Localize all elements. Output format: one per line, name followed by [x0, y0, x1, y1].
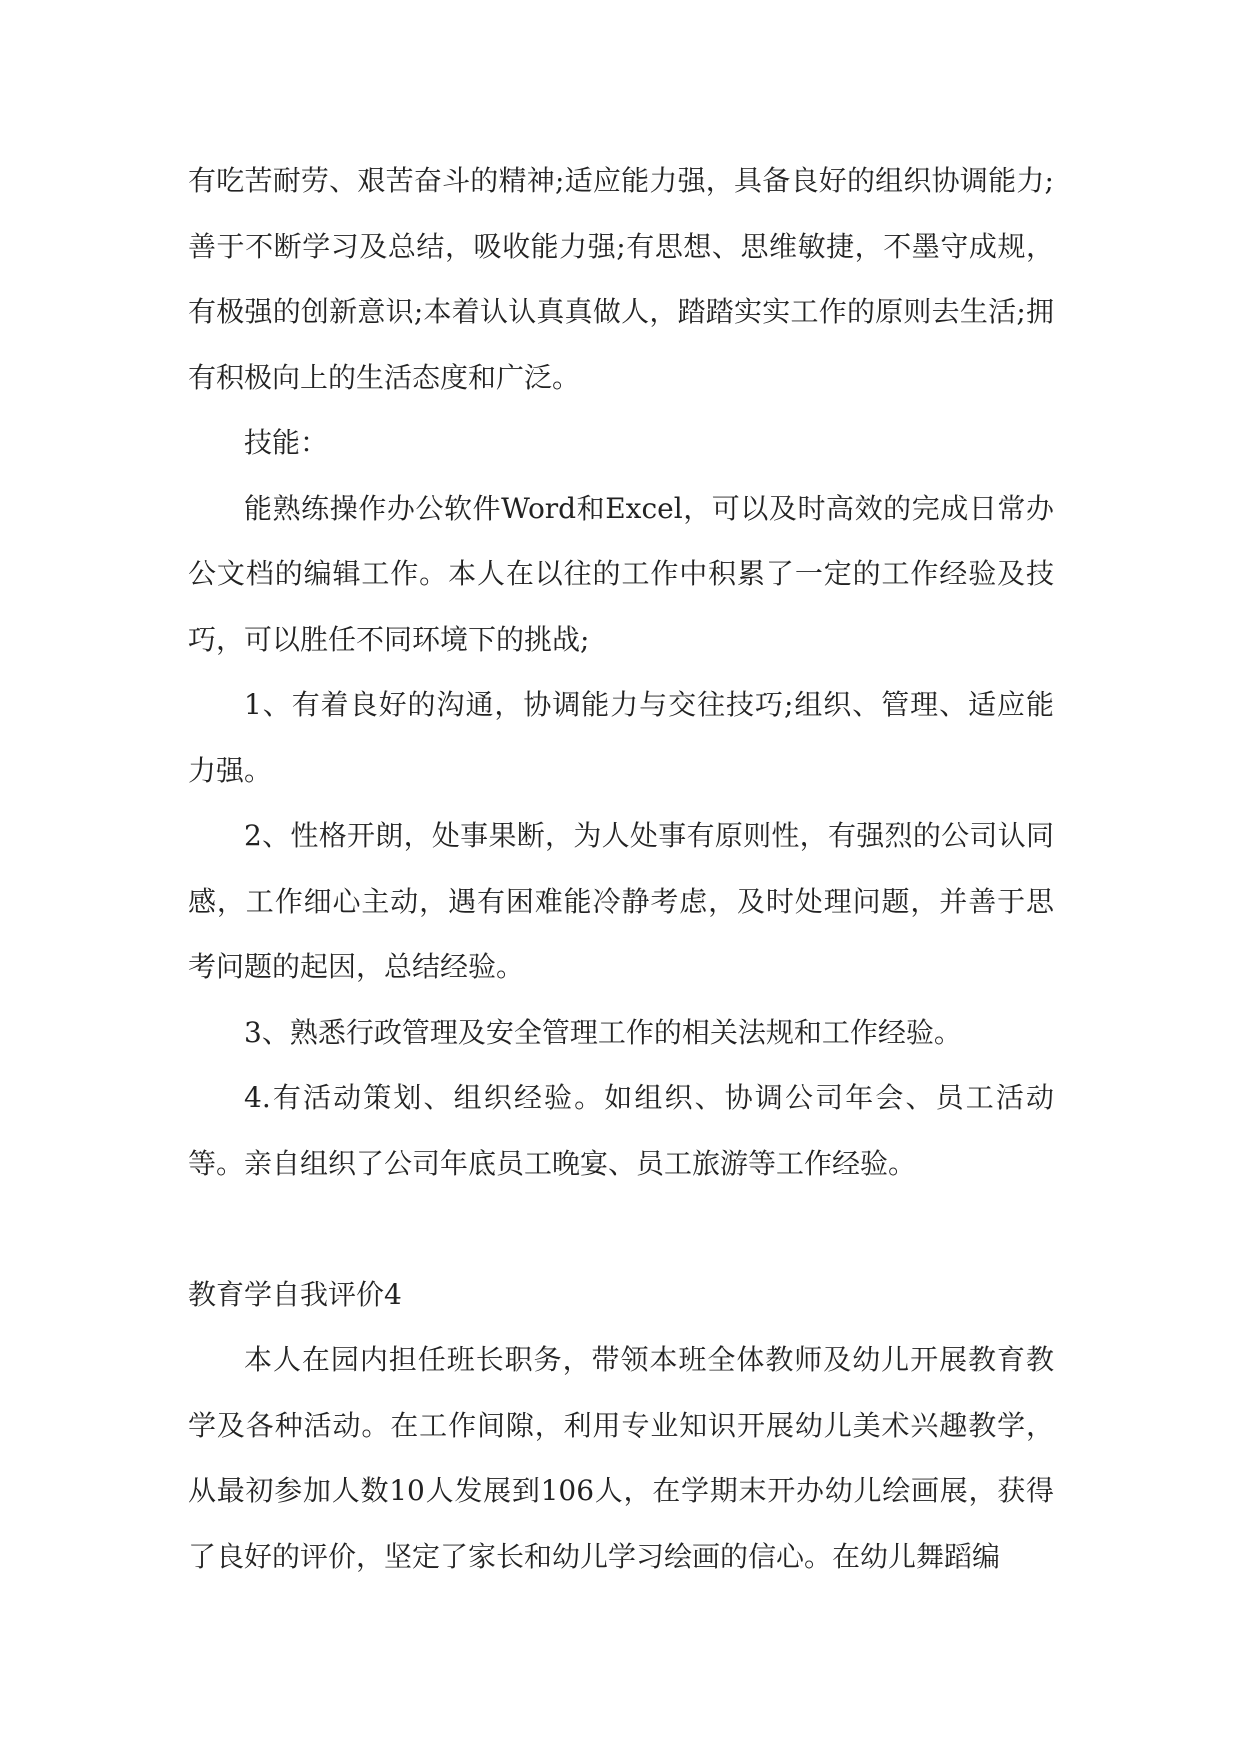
paragraph-office-skills: 能熟练操作办公软件Word和Excel，可以及时高效的完成日常办公文档的编辑工作。本人在以往的工作中积累了一定的工作经验及技巧，可以胜任不同环境下的挑战;: [188, 491, 1054, 656]
paragraph-section-body: 本人在园内担任班长职务，带领本班全体教师及幼儿开展教育教学及各种活动。在工作间隙，利用专业知识开展幼儿美术兴趣教学，从最初参加人数10人发展到106人，在学期末开办幼儿绘画展，获得了良好的评价，坚定了家长和幼儿学习绘画的信心。在幼儿舞蹈编: [188, 1343, 1054, 1573]
section-heading: 教育学自我评价4: [188, 1277, 402, 1311]
paragraph-item-2: 2、性格开朗，处事果断，为人处事有原则性，有强烈的公司认同感，工作细心主动，遇有困难能冷静考虑，及时处理问题，并善于思考问题的起因，总结经验。: [188, 819, 1054, 983]
document-body: [188, 148, 1054, 1589]
paragraph-qualities: 有吃苦耐劳、艰苦奋斗的精神;适应能力强，具备良好的组织协调能力;善于不断学习及总结，吸收能力强;有思想、思维敏捷，不墨守成规，有极强的创新意识;本着认认真真做人，踏踏实实工作的原则去生活;拥有积极向上的生活态度和广泛。: [188, 164, 1054, 394]
paragraph-item-3: 3、熟悉行政管理及安全管理工作的相关法规和工作经验。: [244, 1015, 962, 1049]
paragraph-skills-label: 技能：: [244, 426, 329, 459]
paragraph-item-4: 4.有活动策划、组织经验。如组织、协调公司年会、员工活动等。亲自组织了公司年底员工晚宴、员工旅游等工作经验。: [188, 1081, 1054, 1180]
paragraph-item-1: 1、有着良好的沟通，协调能力与交往技巧;组织、管理、适应能力强。: [188, 688, 1054, 787]
section-spacer: [188, 1196, 1054, 1262]
